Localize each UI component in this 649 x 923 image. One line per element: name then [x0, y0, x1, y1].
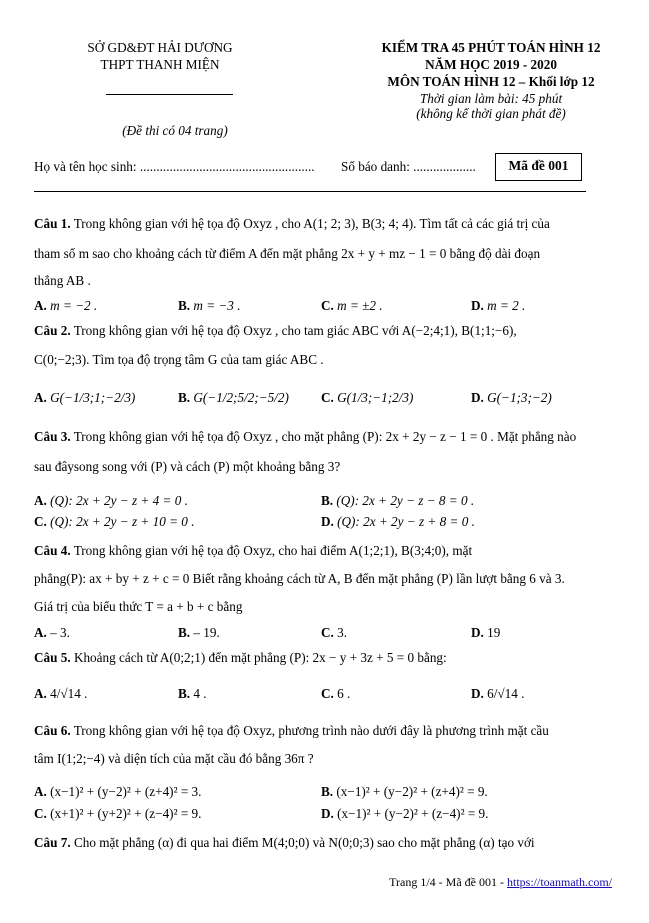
option-letter: A.: [34, 298, 47, 313]
option-text: G(1/3;−1;2/3): [337, 390, 414, 405]
question-text-line: tâm I(1;2;−4) và diện tích của mặt cầu đó bằng 36π ?: [34, 751, 314, 766]
question-label: Câu 7.: [34, 835, 71, 850]
option-letter: A.: [34, 784, 47, 799]
option-letter: D.: [321, 806, 334, 821]
option-letter: D.: [471, 298, 484, 313]
question-7: [34, 835, 535, 851]
option-letter: A.: [34, 686, 47, 701]
question-label: Câu 6.: [34, 723, 71, 738]
question-text-line: phẳng(P): ax + by + z + c = 0 Biết rằng khoảng cách từ A, B đến mặt phẳng (P) lần lượt bằng 6 và 3.: [34, 571, 565, 586]
option-text: (x+1)² + (y+2)² + (z−4)² = 9.: [50, 806, 202, 821]
option-c: [321, 298, 383, 314]
option-b: [178, 625, 220, 641]
option-text: m = −2 .: [50, 298, 98, 313]
exam-time: Thời gian làm bài: 45 phút: [419, 91, 563, 106]
option-text: 6 .: [337, 686, 351, 701]
question-text-line: Trong không gian với hệ tọa độ Oxyz , cho mặt phẳng (P): 2x + 2y − z − 1 = 0 . Mặt phẳng nào: [73, 429, 577, 444]
option-a: [34, 390, 135, 406]
question-label: Câu 2.: [34, 323, 71, 338]
option-a: [34, 298, 97, 314]
subject: MÔN TOÁN HÌNH 12 – Khối lớp 12: [387, 74, 595, 89]
option-text: (x−1)² + (y−2)² + (z+4)² = 3.: [50, 784, 202, 799]
option-text: 6/√14 .: [487, 686, 525, 701]
question-label: Câu 1.: [34, 216, 71, 231]
option-text: 3.: [337, 625, 348, 640]
option-letter: D.: [321, 514, 334, 529]
question-text-line: Trong không gian với hệ tọa độ Oxyz, cho hai điểm A(1;2;1), B(3;4;0), mặt: [73, 543, 473, 558]
option-b: [178, 390, 289, 406]
exam-time-note: (không kể thời gian phát đề): [416, 106, 566, 121]
question-label: Câu 3.: [34, 429, 71, 444]
option-letter: C.: [321, 390, 334, 405]
option-letter: B.: [321, 493, 334, 508]
question-text-line: Cho mặt phẳng (α) đi qua hai điểm M(4;0;0) và N(0;0;3) sao cho mặt phẳng (α) tạo với: [73, 835, 535, 850]
question-label: Câu 5.: [34, 650, 71, 665]
question-text-line: Khoảng cách từ A(0;2;1) đến mặt phẳng (P): 2x − y + 3z + 5 = 0 bằng:: [73, 650, 447, 665]
option-text: – 19.: [193, 625, 220, 640]
option-letter: A.: [34, 625, 47, 640]
info-divider: [34, 191, 586, 192]
question-5: [34, 650, 447, 666]
option-text: m = ±2 .: [337, 298, 383, 313]
option-letter: D.: [471, 390, 484, 405]
option-c: [321, 390, 413, 406]
question-2: [34, 323, 517, 339]
option-letter: B.: [178, 390, 191, 405]
option-text: 19: [487, 625, 501, 640]
option-a: [34, 686, 87, 702]
option-text: (x−1)² + (y−2)² + (z+4)² = 9.: [336, 784, 488, 799]
question-3: [34, 429, 576, 445]
option-text: (x−1)² + (y−2)² + (z−4)² = 9.: [337, 806, 489, 821]
option-text: – 3.: [50, 625, 70, 640]
option-letter: C.: [34, 514, 47, 529]
option-letter: C.: [321, 625, 334, 640]
option-text: 4 .: [193, 686, 207, 701]
question-text-line: Trong không gian với hệ tọa độ Oxyz , cho A(1; 2; 3), B(3; 4; 4). Tìm tất cả các giá trị của: [73, 216, 550, 231]
option-a: [34, 784, 201, 800]
footer-link[interactable]: https://toanmath.com/: [507, 875, 612, 889]
option-text: G(−1/3;1;−2/3): [50, 390, 136, 405]
question-1: [34, 216, 614, 232]
student-id-line: Số báo danh: ...................: [341, 159, 476, 174]
question-label: Câu 4.: [34, 543, 71, 558]
option-letter: D.: [471, 625, 484, 640]
option-d: [321, 514, 475, 530]
option-text: G(−1;3;−2): [487, 390, 552, 405]
student-name-line: Họ và tên học sinh: .....................................................: [34, 159, 315, 174]
school-name: THPT THANH MIỆN: [100, 57, 220, 72]
department-name: SỞ GD&ĐT HẢI DƯƠNG: [87, 40, 233, 55]
page-footer: [389, 875, 612, 890]
option-text: (Q): 2x + 2y − z + 10 = 0 .: [50, 514, 195, 529]
question-text-line: Trong không gian với hệ tọa độ Oxyz, phương trình nào dưới đây là phương trình mặt cầu: [73, 723, 549, 738]
option-text: m = −3 .: [193, 298, 241, 313]
question-text-line: Trong không gian với hệ tọa độ Oxyz , cho tam giác ABC với A(−2;4;1), B(1;1;−6),: [73, 323, 517, 338]
option-c: [34, 514, 195, 530]
option-text: 4/√14 .: [50, 686, 88, 701]
question-6: [34, 723, 549, 739]
option-letter: C.: [321, 686, 334, 701]
option-text: (Q): 2x + 2y − z − 8 = 0 .: [336, 493, 475, 508]
exam-code-box: Mã đề 001: [495, 153, 582, 181]
option-c: [34, 806, 201, 822]
pages-note: (Đề thi có 04 trang): [122, 123, 228, 138]
question-text-line: sau đâysong song với (P) và cách (P) một khoảng bằng 3?: [34, 459, 341, 474]
option-letter: C.: [321, 298, 334, 313]
option-letter: B.: [321, 784, 334, 799]
exam-title: KIỂM TRA 45 PHÚT TOÁN HÌNH 12: [381, 40, 601, 55]
option-c: [321, 625, 347, 641]
option-text: m = 2 .: [487, 298, 526, 313]
option-d: [471, 686, 524, 702]
option-text: G(−1/2;5/2;−5/2): [193, 390, 289, 405]
option-letter: D.: [471, 686, 484, 701]
question-text-line: C(0;−2;3). Tìm tọa độ trọng tâm G của tam giác ABC .: [34, 352, 324, 367]
question-4: [34, 543, 472, 559]
option-letter: A.: [34, 493, 47, 508]
question-text-line: tham số m sao cho khoảng cách từ điểm A đến mặt phẳng 2x + y + mz − 1 = 0 bằng độ dài đoạn: [34, 246, 541, 261]
option-text: (Q): 2x + 2y − z + 4 = 0 .: [50, 493, 188, 508]
option-b: [178, 298, 241, 314]
option-letter: A.: [34, 390, 47, 405]
header-divider: [106, 94, 233, 95]
option-a: [34, 625, 70, 641]
question-text-line: thẳng AB .: [34, 273, 91, 288]
option-letter: B.: [178, 625, 191, 640]
option-text: (Q): 2x + 2y − z + 8 = 0 .: [337, 514, 475, 529]
option-letter: C.: [34, 806, 47, 821]
footer-text: Trang 1/4 - Mã đề 001 -: [389, 875, 507, 889]
option-b: [178, 686, 207, 702]
option-letter: B.: [178, 686, 191, 701]
option-letter: B.: [178, 298, 191, 313]
option-b: [321, 493, 474, 509]
option-a: [34, 493, 188, 509]
option-b: [321, 784, 488, 800]
school-year: NĂM HỌC 2019 - 2020: [425, 57, 557, 72]
option-d: [471, 625, 500, 641]
option-d: [471, 298, 525, 314]
option-d: [321, 806, 488, 822]
option-c: [321, 686, 350, 702]
option-d: [471, 390, 552, 406]
question-text-line: Giá trị của biểu thức T = a + b + c bằng: [34, 599, 243, 614]
